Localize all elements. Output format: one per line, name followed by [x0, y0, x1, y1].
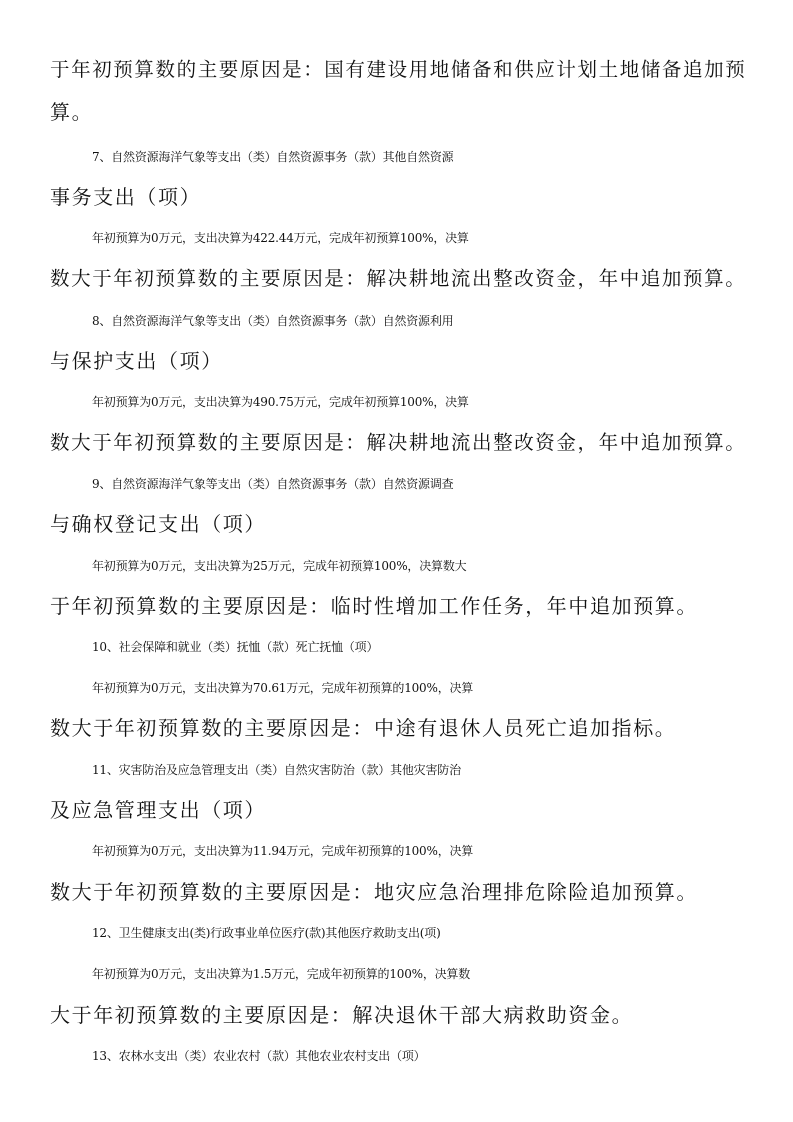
item-heading-10: 10、社会保障和就业（类）抚恤（款）死亡抚恤（项）: [92, 640, 379, 654]
item-heading-11: 11、灾害防治及应急管理支出（类）自然灾害防治（款）其他灾害防治: [92, 763, 461, 777]
body-text-line: 年初预算为0万元，支出决算为70.61万元，完成年初预算的100%，决算: [92, 681, 474, 695]
item-heading-9: 9、自然资源海洋气象等支出（类）自然资源事务（款）自然资源调查: [92, 477, 454, 491]
body-text-line: 数大于年初预算数的主要原因是：地灾应急治理排危除险追加预算。: [50, 880, 698, 904]
body-text-line: 年初预算为0万元，支出决算为422.44万元，完成年初预算100%，决算: [92, 231, 469, 245]
item-heading-12: 12、卫生健康支出(类)行政事业单位医疗(款)其他医疗救助支出(项): [92, 926, 441, 940]
item-heading-7-cont: 事务支出（项）: [50, 185, 202, 209]
item-heading-9-cont: 与确权登记支出（项）: [50, 512, 266, 536]
body-text-line: 数大于年初预算数的主要原因是：中途有退休人员死亡追加指标。: [50, 716, 677, 740]
item-heading-8-cont: 与保护支出（项）: [50, 349, 223, 373]
item-heading-8: 8、自然资源海洋气象等支出（类）自然资源事务（款）自然资源利用: [92, 314, 454, 328]
body-text-line: 数大于年初预算数的主要原因是：解决耕地流出整改资金，年中追加预算。: [50, 431, 747, 454]
body-text-line: 年初预算为0万元，支出决算为11.94万元，完成年初预算的100%，决算: [92, 844, 474, 858]
body-text-line: 数大于年初预算数的主要原因是：解决耕地流出整改资金，年中追加预算。: [50, 267, 747, 290]
body-text-line: 年初预算为0万元，支出决算为1.5万元，完成年初预算的100%，决算数: [92, 967, 471, 981]
item-heading-7: 7、自然资源海洋气象等支出（类）自然资源事务（款）其他自然资源: [92, 150, 454, 164]
body-text-line: 于年初预算数的主要原因是：临时性增加工作任务，年中追加预算。: [50, 594, 698, 618]
item-heading-11-cont: 及应急管理支出（项）: [50, 798, 266, 822]
body-text-line: 算。: [50, 100, 94, 124]
body-text-line: 年初预算为0万元，支出决算为25万元，完成年初预算100%，决算数大: [92, 559, 467, 573]
body-text-line: 于年初预算数的主要原因是：国有建设用地储备和供应计划土地储备追加预: [50, 58, 747, 81]
body-text-line: 年初预算为0万元，支出决算为490.75万元，完成年初预算100%，决算: [92, 395, 469, 409]
item-heading-13: 13、农林水支出（类）农业农村（款）其他农业农村支出（项）: [92, 1049, 426, 1063]
body-text-line: 大于年初预算数的主要原因是：解决退休干部大病救助资金。: [50, 1003, 634, 1027]
